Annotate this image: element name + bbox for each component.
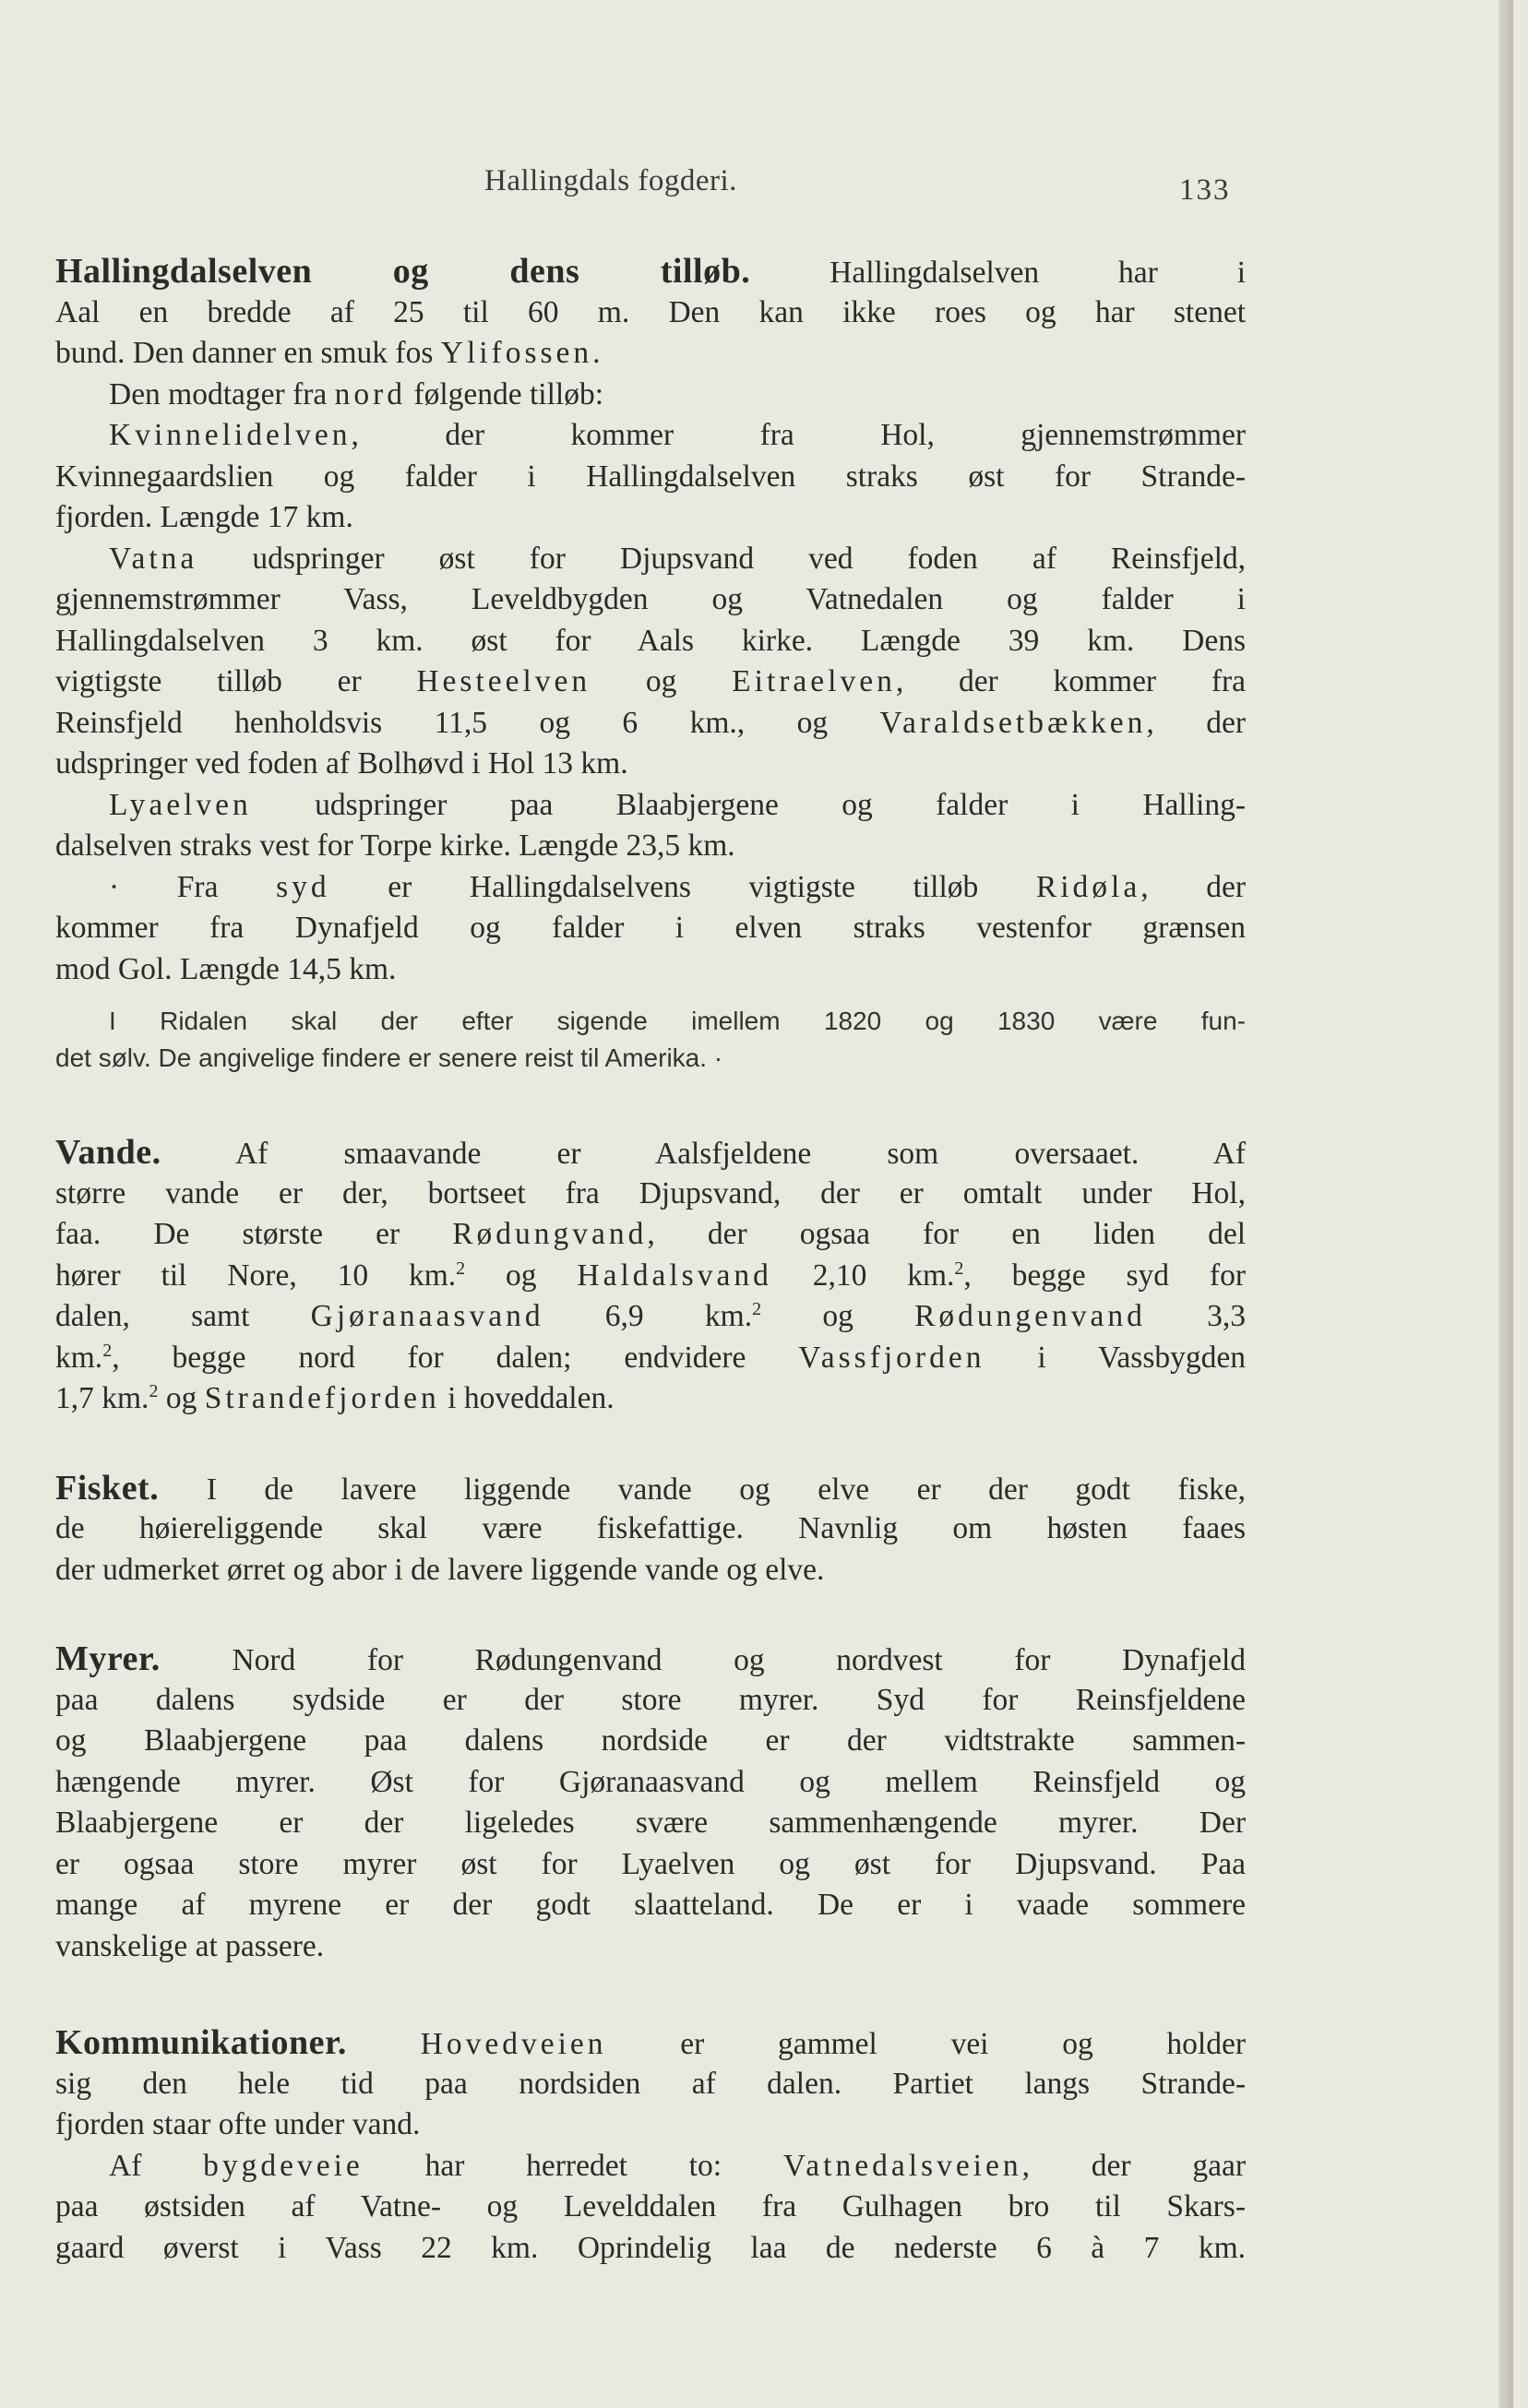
- text-line: [55, 1378, 1246, 1420]
- text-line: gjennemstrømmer Vass, Leveldbygden og Vatnedalen og falder i: [55, 582, 1246, 616]
- text-run: og: [591, 664, 733, 698]
- text-run: er gammel vei og holder: [606, 2027, 1246, 2061]
- text-run: i hoveddalen.: [439, 1381, 615, 1415]
- spaced-term: Haldalsvand: [577, 1258, 772, 1293]
- spaced-term: Vassfjorden: [798, 1340, 985, 1375]
- text-run: · Fra: [109, 869, 277, 904]
- text-line: paa østsiden af Vatne- og Levelddalen fra Gulhagen bro til Skars-: [55, 2189, 1246, 2223]
- superscript: 2: [752, 1298, 762, 1319]
- spaced-term: Lyaelven: [109, 787, 252, 822]
- text-run: , der kommer fra: [895, 664, 1247, 698]
- text-run: , der: [1140, 869, 1247, 904]
- spaced-term: Hovedveien: [420, 2027, 607, 2061]
- spacer: [55, 1420, 1246, 1468]
- text-run: Reinsfjeld henholdsvis 11,5 og 6 km., og: [55, 705, 880, 740]
- body-text: [55, 251, 1246, 2269]
- superscript: 2: [149, 1380, 159, 1401]
- running-header: Hallingdals fogderi.: [484, 164, 737, 197]
- spaced-term: Ylifossen: [440, 336, 593, 370]
- note-line: det sølv. De angivelige findere er senere reist til Amerika. ·: [55, 1043, 723, 1072]
- superscript: 2: [102, 1340, 113, 1361]
- section-heading: Fisket.: [55, 1468, 160, 1508]
- text-line: større vande er der, bortseet fra Djupsvand, der er omtalt under Hol,: [55, 1175, 1246, 1210]
- text-line: de høiereliggende skal være fiskefattige. Navnlig om høsten faaes: [55, 1511, 1246, 1545]
- text-line: mange af myrene er der godt slaatteland. De er i vaade sommere: [55, 1888, 1246, 1922]
- text-line: [55, 1468, 1246, 1509]
- text-line: [55, 2146, 1246, 2187]
- text-run: udspringer paa Blaabjergene og falder i Halling-: [251, 787, 1246, 822]
- section-heading: Myrer.: [55, 1639, 161, 1678]
- text-line: [55, 2022, 1246, 2064]
- text-run: Hallingdalselven har i: [830, 256, 1247, 290]
- text-line: [55, 1214, 1246, 1256]
- text-line: fjorden. Længde 17 km.: [55, 500, 353, 534]
- section-heading: Kommunikationer.: [55, 2023, 347, 2062]
- footnote: [55, 1003, 1246, 1077]
- spaced-term: Strandefjorden: [204, 1381, 440, 1415]
- text-line: [55, 333, 1246, 375]
- superscript: 2: [954, 1258, 964, 1279]
- text-run: Af: [109, 2148, 204, 2183]
- text-line: [55, 1338, 1246, 1379]
- text-line: sig den hele tid paa nordsiden af dalen. Partiet langs Strande-: [55, 2066, 1246, 2101]
- text-line: udspringer ved foden af Bolhøvd i Hol 13 km.: [55, 746, 628, 781]
- spaced-term: Vatnedalsveien: [782, 2148, 1022, 2183]
- text-line: [55, 785, 1246, 827]
- spaced-term: Eitraelven: [732, 664, 896, 698]
- text-line: hængende myrer. Øst for Gjøranaasvand og mellem Reinsfjeld og: [55, 1764, 1246, 1799]
- text-line: dalselven straks vest for Torpe kirke. Længde 23,5 km.: [55, 828, 735, 863]
- text-run: bund. Den danner en smuk fos: [55, 336, 441, 370]
- text-run: Af smaavande er Aalsfjeldene som oversaaet. Af: [234, 1137, 1246, 1171]
- spaced-term: bygdeveie: [203, 2148, 364, 2183]
- spacer: [55, 1591, 1246, 1639]
- section-vande: [55, 1132, 1246, 1420]
- note-line: I Ridalen skal der efter sigende imellem 1820 og 1830 være fun-: [109, 1007, 1246, 1035]
- text-line: [55, 1296, 1246, 1338]
- text-run: udspringer øst for Djupsvand ved foden af Reinsfjeld,: [197, 541, 1246, 576]
- spaced-term: syd: [276, 869, 330, 904]
- text-run: vigtigste tilløb er: [55, 664, 417, 698]
- spacer: [55, 1077, 1246, 1132]
- section-heading: Vande.: [55, 1133, 161, 1172]
- text-line: og Blaabjergene paa dalens nordside er der vidtstrakte sammen-: [55, 1723, 1246, 1758]
- section-heading: Hallingdalselven og dens tilløb.: [55, 252, 751, 291]
- text-run: og: [158, 1381, 205, 1415]
- text-line: kommer fra Dynafjeld og falder i elven straks vestenfor grænsen: [55, 911, 1246, 945]
- text-run: , der ogsaa for en liden del: [647, 1217, 1246, 1251]
- text-line: [55, 1256, 1246, 1297]
- text-run: , begge syd for: [963, 1258, 1246, 1293]
- text-line: [55, 867, 1246, 909]
- text-run: dalen, samt: [55, 1299, 311, 1333]
- spaced-term: Gjøranaasvand: [310, 1299, 544, 1333]
- text-run: er Hallingdalselvens vigtigste tilløb: [329, 869, 1036, 904]
- page-number: 133: [1179, 173, 1231, 207]
- text-line: [55, 251, 1246, 292]
- section-myrer: [55, 1639, 1246, 1967]
- text-line: [55, 662, 1246, 703]
- spaced-term: Vatna: [109, 541, 198, 576]
- text-line: [55, 1639, 1246, 1680]
- text-line: vanskelige at passere.: [55, 1928, 325, 1963]
- text-line: Aal en bredde af 25 til 60 m. Den kan ikke roes og har stenet: [55, 294, 1246, 329]
- spaced-term: Hesteelven: [416, 664, 591, 698]
- text-line: [55, 703, 1246, 745]
- text-line: gaard øverst i Vass 22 km. Oprindelig laa de nederste 6 à 7 km.: [55, 2230, 1246, 2265]
- spaced-term: Kvinnelidelven: [109, 418, 352, 452]
- text-run: og: [761, 1299, 915, 1333]
- text-run: faa. De største er: [55, 1217, 453, 1251]
- text-line: [55, 539, 1246, 580]
- text-line: mod Gol. Længde 14,5 km.: [55, 951, 397, 986]
- text-run: , der: [1146, 705, 1246, 740]
- text-run: 1,7 km.: [55, 1381, 149, 1415]
- text-line: Hallingdalselven 3 km. øst for Aals kirke. Længde 39 km. Dens: [55, 623, 1246, 658]
- section-kommunikationer: [55, 2022, 1246, 2269]
- spacer: [55, 1967, 1246, 2022]
- superscript: 2: [456, 1258, 466, 1279]
- text-run: 6,9 km.: [543, 1299, 753, 1333]
- text-run: i Vassbygden: [985, 1340, 1246, 1375]
- text-line: der udmerket ørret og abor i de lavere liggende vande og elve.: [55, 1552, 825, 1587]
- text-line: Blaabjergene er der ligeledes svære sammenhængende myrer. Der: [55, 1806, 1246, 1840]
- text-line: [55, 1132, 1246, 1174]
- text-line: [55, 375, 1246, 416]
- text-run: I de lavere liggende vande og elve er der godt fiske,: [206, 1472, 1247, 1507]
- text-line: er ogsaa store myrer øst for Lyaelven og øst for Djupsvand. Paa: [55, 1846, 1246, 1881]
- text-run: 3,3: [1145, 1299, 1247, 1333]
- text-run: Nord for Rødungenvand og nordvest for Dynafjeld: [232, 1643, 1247, 1677]
- text-run: følgende tilløb:: [406, 376, 604, 411]
- spaced-term: nord: [334, 376, 407, 411]
- spaced-term: Rødungvand: [452, 1217, 648, 1251]
- spaced-term: Ridøla: [1035, 869, 1141, 904]
- text-line: Kvinnegaardslien og falder i Hallingdalselven straks øst for Strande-: [55, 459, 1246, 494]
- text-run: , der gaar: [1021, 2148, 1246, 2183]
- text-run: og: [465, 1258, 578, 1293]
- spaced-term: Varaldsetbækken: [879, 705, 1147, 740]
- text-run: 2,10 km.: [771, 1258, 955, 1293]
- text-line: [55, 415, 1246, 457]
- text-run: km.: [55, 1340, 103, 1375]
- text-run: Den modtager fra: [109, 376, 335, 411]
- text-run: .: [592, 336, 601, 370]
- spaced-term: Rødungenvand: [914, 1299, 1146, 1333]
- section-fisket: [55, 1468, 1246, 1591]
- text-line: paa dalens sydside er der store myrer. Syd for Reinsfjeldene: [55, 1682, 1246, 1717]
- text-run: hører til Nore, 10 km.: [55, 1258, 457, 1293]
- text-line: fjorden staar ofte under vand.: [55, 2107, 421, 2141]
- text-run: , begge nord for dalen; endvidere: [112, 1340, 799, 1375]
- text-run: , der kommer fra Hol, gjennemstrømmer: [351, 418, 1246, 452]
- page-edge: [1498, 0, 1513, 2408]
- text-run: har herredet to:: [363, 2148, 783, 2183]
- section-hallingdalselven: [55, 251, 1246, 1077]
